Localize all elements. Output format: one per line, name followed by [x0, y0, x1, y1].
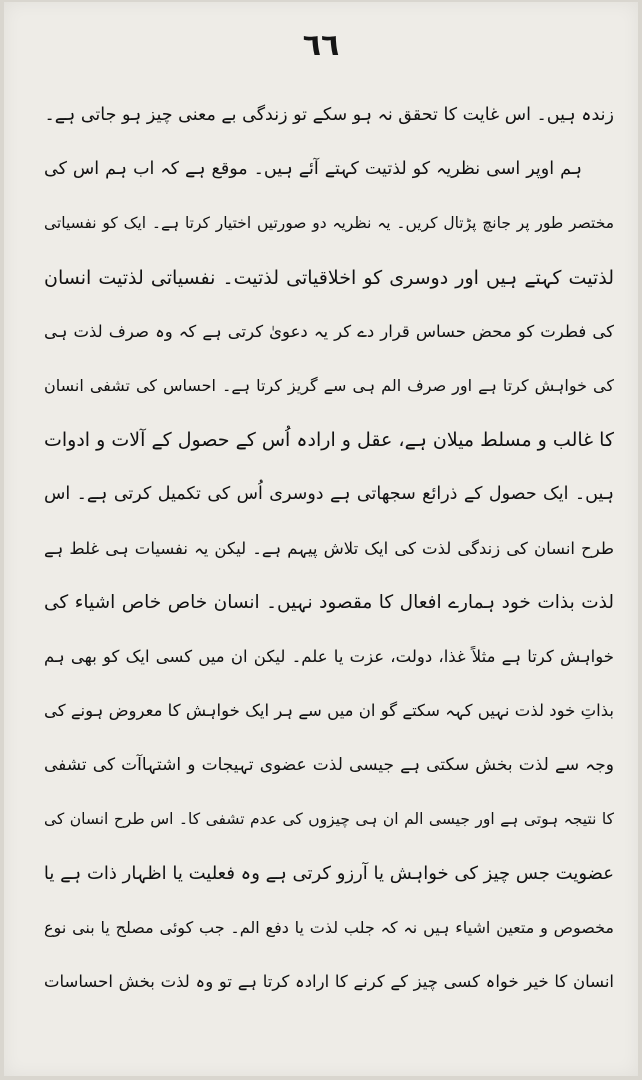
text-line: ہم اوپر اسی نظریہ کو لذتیت کہتے آئے ہیں۔ موقع ہے کہ اب ہم اس کی — [44, 159, 582, 180]
text-line: زندہ ہیں۔ اس غایت کا تحقق نہ ہو سکے تو زندگی بے معنی چیز ہو جاتی ہے۔ — [44, 105, 614, 125]
text-line: مخصوص و متعین اشیاء ہیں نہ کہ جلب لذت یا دفع الم۔ جب کوئی مصلح یا بنی نوع — [44, 917, 614, 937]
text-line: کا نتیجہ ہوتی ہے اور جیسی الم ان ہی چیزوں کی عدم تشفی کا۔ اس طرح انسان کی — [44, 810, 614, 829]
text-line: لذتیت کہتے ہیں اور دوسری کو اخلاقیاتی لذتیت۔ نفسیاتی لذتیت انسان — [44, 266, 614, 289]
text-line: ہیں۔ ایک حصول کے ذرائع سجھاتی ہے دوسری اُس کی تکمیل کرتی ہے۔ اس — [44, 484, 614, 505]
text-line: مختصر طور پر جانچ پڑتال کریں۔ یہ نظریہ دو صورتیں اختیار کرتا ہے۔ ایک کو نفسیاتی — [44, 214, 614, 233]
text-line: کا غالب و مسلط میلان ہے، عقل و ارادہ اُس کے حصول کے آلات و ادوات — [44, 429, 614, 452]
text-line: انسان کا خیر خواہ کسی چیز کے کرنے کا ارادہ کرتا ہے تو وہ لذت بخش احساسات — [44, 972, 614, 991]
text-line: خواہش کرتا ہے مثلاً غذا، دولت، عزت یا علم۔ لیکن ان میں کسی ایک کو بھی ہم — [44, 646, 614, 666]
page-body-text — [44, 88, 614, 1009]
text-line: بذاتِ خود لذت نہیں کہہ سکتے گو ان میں سے ہر ایک خواہش کا معروض ہونے کی — [44, 701, 614, 721]
text-line: کی خواہش کرتا ہے اور صرف الم ہی سے گریز کرتا ہے۔ احساس کی تشفی انسان — [44, 375, 614, 395]
text-line: کی فطرت کو محض حساس قرار دے کر یہ دعویٰ کرتی ہے کہ وہ صرف لذت ہی — [44, 321, 614, 341]
text-line: وجہ سے لذت بخش سکتی ہے جیسی لذت عضوی تہیجات و اشتہاآت کی تشفی — [44, 755, 614, 776]
book-page — [4, 2, 638, 1076]
text-line: طرح انسان کی زندگی لذت کی ایک تلاش پیہم ہے۔ لیکن یہ نفسیات ہی غلط ہے — [44, 538, 614, 558]
page-number: ٦٦ — [302, 28, 340, 63]
text-line: عضویت جس چیز کی خواہش یا آرزو کرتی ہے وہ فعلیت یا اظہار ذات ہے یا — [44, 862, 614, 884]
text-line: لذت بذات خود ہمارے افعال کا مقصود نہیں۔ انسان خاص خاص اشیاء کی — [44, 591, 614, 613]
